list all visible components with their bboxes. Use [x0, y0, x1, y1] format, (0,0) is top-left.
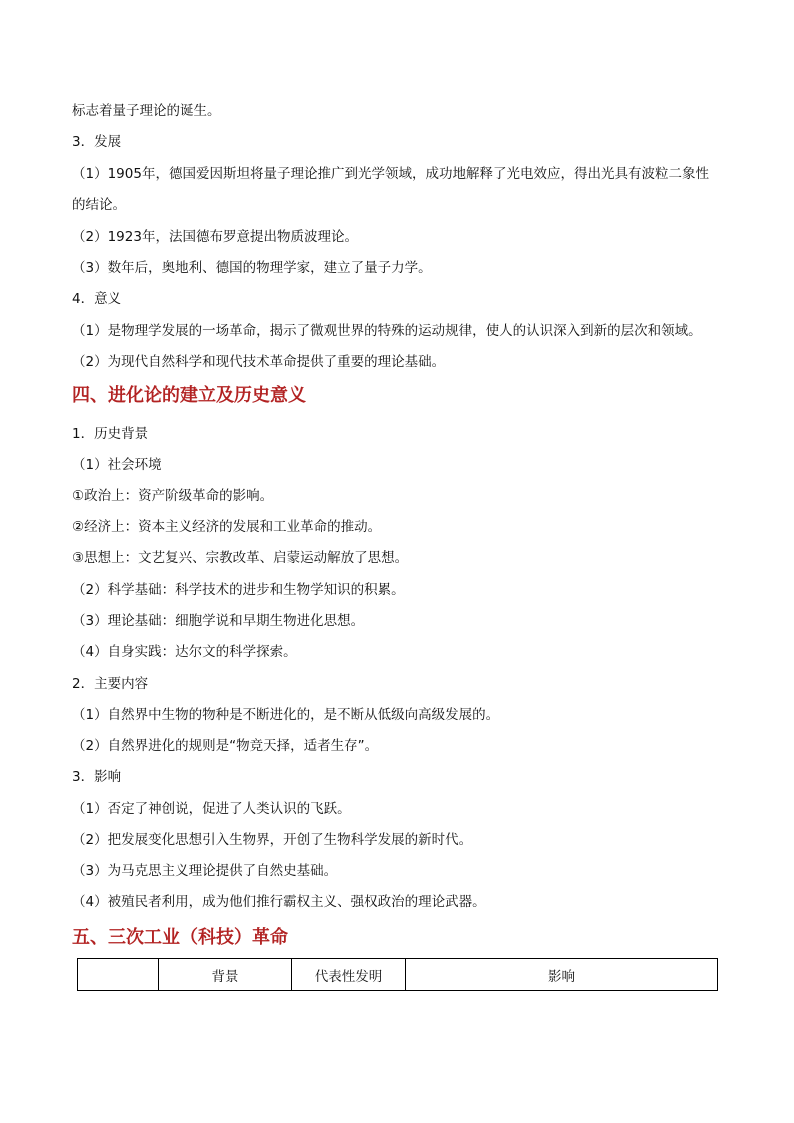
paragraph-line: （1）否定了神创说，促进了人类认识的飞跃。: [72, 801, 351, 817]
table-header-cell: [78, 959, 159, 991]
paragraph-line: （2）把发展变化思想引入生物界，开创了生物科学发展的新时代。: [72, 832, 473, 848]
paragraph-line: （1）是物理学发展的一场革命，揭示了微观世界的特殊的运动规律，使人的认识深入到新的层次和领域。: [72, 323, 702, 339]
paragraph-line: 标志着量子理论的诞生。: [72, 103, 221, 119]
table-header-row: [78, 959, 718, 991]
chapter-heading-industrial-revolutions: 五、三次工业（科技）革命: [72, 927, 288, 948]
paragraph-line: （2）科学基础：科学技术的进步和生物学知识的积累。: [72, 582, 405, 598]
table-header-cell: 代表性发明: [292, 959, 406, 991]
paragraph-line: ③思想上：文艺复兴、宗教改革、启蒙运动解放了思想。: [72, 550, 409, 566]
section-heading-significance: 4．意义: [72, 291, 122, 307]
subsection-heading: 3．影响: [72, 769, 122, 785]
paragraph-line: （2）自然界进化的规则是“物竞天择，适者生存”。: [72, 738, 379, 754]
paragraph-line: （4）自身实践：达尔文的科学探索。: [72, 644, 297, 660]
paragraph-line: （3）为马克思主义理论提供了自然史基础。: [72, 863, 338, 879]
paragraph-line: （3）数年后，奥地利、德国的物理学家，建立了量子力学。: [72, 260, 432, 276]
paragraph-line: （2）为现代自然科学和现代技术革命提供了重要的理论基础。: [72, 354, 446, 370]
table-header-cell: 背景: [159, 959, 292, 991]
paragraph-line: 的结论。: [72, 197, 126, 213]
table-header-cell: 影响: [406, 959, 718, 991]
paragraph-line: （1）1905年，德国爱因斯坦将量子理论推广到光学领域，成功地解释了光电效应，得出光具有波粒二象性: [72, 166, 709, 182]
subsection-heading: 1．历史背景: [72, 426, 149, 442]
paragraph-line: ①政治上：资产阶级革命的影响。: [72, 488, 274, 504]
paragraph-line: （1）社会环境: [72, 457, 162, 473]
chapter-heading-evolution: 四、进化论的建立及历史意义: [72, 385, 306, 406]
revolutions-table: [77, 958, 718, 991]
paragraph-line: （4）被殖民者利用，成为他们推行霸权主义、强权政治的理论武器。: [72, 894, 486, 910]
paragraph-line: （3）理论基础：细胞学说和早期生物进化思想。: [72, 613, 365, 629]
subsection-heading: 2．主要内容: [72, 676, 149, 692]
paragraph-line: （1）自然界中生物的物种是不断进化的，是不断从低级向高级发展的。: [72, 707, 500, 723]
paragraph-line: （2）1923年，法国德布罗意提出物质波理论。: [72, 229, 358, 245]
section-heading-development: 3．发展: [72, 134, 122, 150]
paragraph-line: ②经济上：资本主义经济的发展和工业革命的推动。: [72, 519, 382, 535]
